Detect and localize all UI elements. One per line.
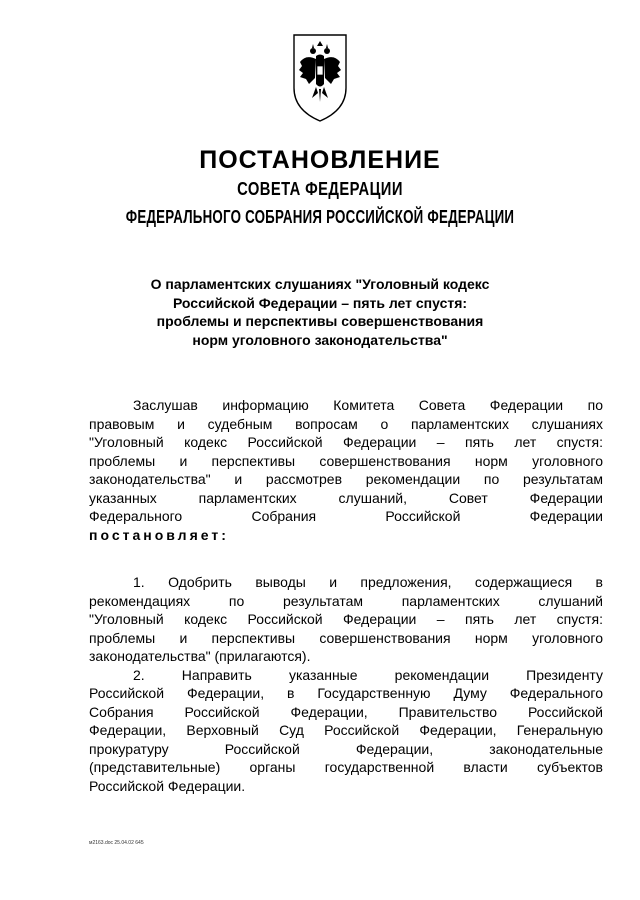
issuer-line-2: ФЕДЕРАЛЬНОГО СОБРАНИЯ РОССИЙСКОЙ ФЕДЕРАЦИИ [125,207,515,227]
resolution-subject [0,275,640,349]
decree-word: постановляет: [89,526,229,543]
preamble-line: Заслушав информацию Комитета Совета Федерации по [133,397,603,413]
item-2-line: (представительные) органы государственной власти субъектов [89,759,603,775]
coat-of-arms-emblem-icon [291,32,349,124]
item-1-line: "Уголовный кодекс Российской Федерации – пять лет спустя: [89,611,603,627]
preamble-line: "Уголовный кодекс Российской Федерации – пять лет спустя: [89,434,603,450]
item-1-line: законодательства" (прилагаются). [89,648,311,664]
preamble-line: проблемы и перспективы совершенствования норм уголовного [89,452,603,469]
item-1-line: рекомендациях по результатам парламентских слушаний [89,592,603,609]
item-2-line: прокуратуру Российской Федерации, законодательные [89,740,603,757]
subject-line: проблемы и перспективы совершенствования [156,313,484,329]
preamble-paragraph [89,396,603,544]
item-2-line: Собрания Российской Федерации, Правительство Российской [89,703,603,720]
file-reference-footer: м2163.doc 25.04.02 645 [89,840,144,846]
item-2-line: 2. Направить указанные рекомендации Президенту [133,666,603,683]
subject-line: норм уголовного законодательства" [192,331,448,348]
preamble-line: Федерального Собрания Российской Федерации [89,508,603,524]
item-2-line: Федерации, Верховный Суд Российской Федерации, Генеральную [89,722,603,738]
item-2-line: Российской Федерации. [89,777,246,794]
preamble-line: указанных парламентских слушаний, Совет Федерации [89,489,603,506]
preamble-line: правовым и судебным вопросам о парламентских слушаниях [89,415,603,432]
subject-line: О парламентских слушаниях "Уголовный кодекс [150,276,490,292]
item-1-line: 1. Одобрить выводы и предложения, содержащиеся в [133,574,603,590]
preamble-line: законодательства" и рассмотрев рекомендации по результатам [89,471,603,487]
resolution-items [89,573,603,795]
item-1-line: проблемы и перспективы совершенствования норм уголовного [89,629,603,646]
subject-line: Российской Федерации – пять лет спустя: [172,294,468,311]
document-title: ПОСТАНОВЛЕНИЕ [199,146,441,174]
item-2-line: Российской Федерации, в Государственную Думу Федерального [89,685,603,701]
issuer-line-1: СОВЕТА ФЕДЕРАЦИИ [237,179,403,199]
